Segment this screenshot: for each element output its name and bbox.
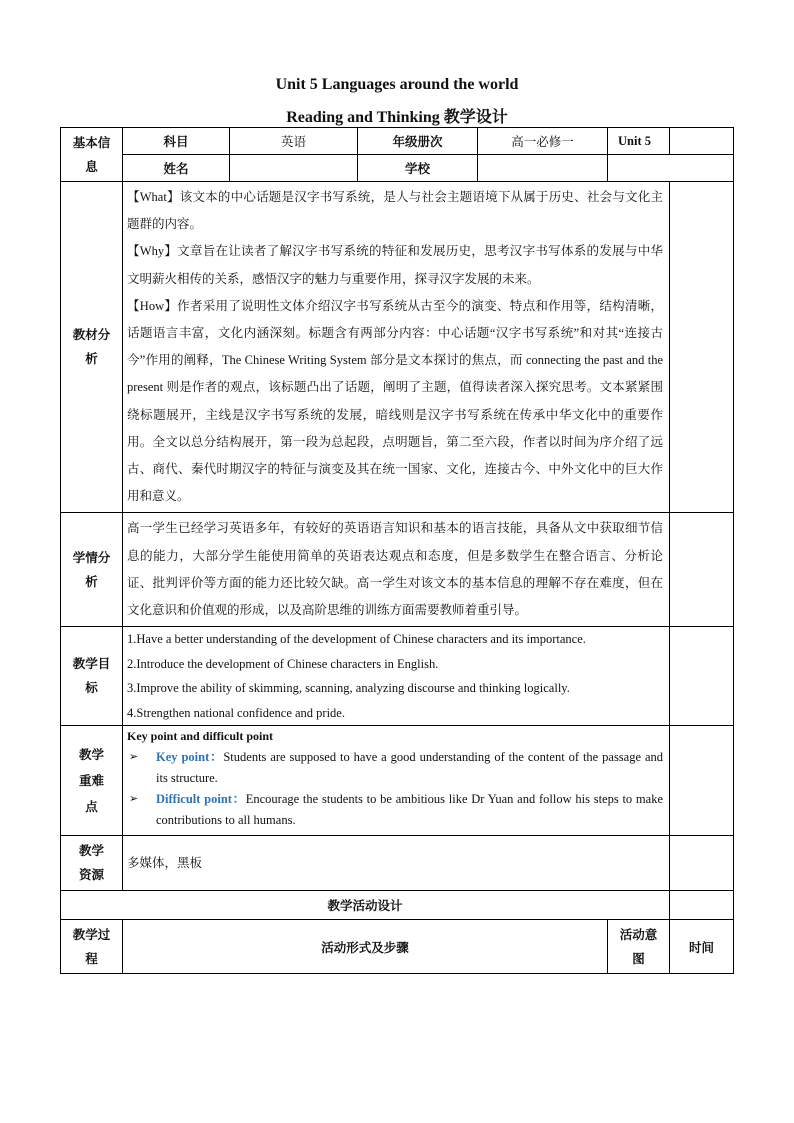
unit-value[interactable]: Unit 5 (608, 128, 670, 155)
info-empty-cell-2 (608, 155, 734, 182)
activity-section-row (61, 891, 734, 920)
material-why: 【Why】文章旨在让读者了解汉字书写系统的特征和发展历史，思考汉字书写体系的发展与中华文明薪火相传的关系，感悟汉字的魅力与重要作用，探寻汉字发展的未来。 (127, 244, 663, 286)
grade-label: 年级册次 (358, 128, 478, 155)
resources-text: 多媒体，黑板 (123, 836, 670, 891)
student-analysis-label: 学情分析 (61, 513, 123, 627)
subject-label: 科目 (123, 128, 230, 155)
lesson-plan-table (60, 127, 734, 974)
resources-row (61, 836, 734, 891)
material-side-cell (670, 182, 734, 513)
goals-side-cell (670, 627, 734, 726)
school-label: 学校 (358, 155, 478, 182)
key-points-label: 教学重难点 (61, 726, 123, 836)
col-header-intent: 活动意图 (608, 920, 670, 974)
activity-header-row (61, 920, 734, 974)
col-header-process: 教学过程 (61, 920, 123, 974)
goal-item: 3.Improve the ability of skimming, scanning, analyzing discourse and thinking logically. (127, 681, 570, 696)
material-analysis-row (61, 182, 734, 513)
grade-value[interactable]: 高一必修一 (478, 128, 608, 155)
goal-item: 1.Have a better understanding of the development of Chinese characters and its importance. (127, 632, 586, 647)
key-point-item (127, 747, 663, 789)
resources-label: 教学资源 (61, 836, 123, 891)
col-header-steps: 活动形式及步骤 (123, 920, 608, 974)
difficult-point-text: Encourage the students to be ambitious like Dr Yuan and follow his steps to make contributions to all humans. (156, 792, 663, 828)
teaching-goals-label: 教学目标 (61, 627, 123, 726)
key-point-label: Key point： (156, 750, 224, 765)
material-analysis-text (123, 182, 670, 513)
resources-side-cell (670, 836, 734, 891)
key-points-content (123, 726, 670, 836)
name-label: 姓名 (123, 155, 230, 182)
document-title: Unit 5 Languages around the world (275, 76, 519, 93)
col-header-time: 时间 (670, 920, 734, 974)
key-points-heading: Key point and difficult point (127, 729, 274, 744)
key-point-text: Students are supposed to have a good understanding of the content of the passage and its structure. (156, 750, 663, 786)
student-side-cell (670, 513, 734, 627)
difficult-point-label: Difficult point： (156, 792, 246, 807)
info-row-2 (61, 155, 734, 182)
document-subtitle: Reading and Thinking 教学设计 (286, 109, 508, 126)
arrow-bullet-icon: ➢ (129, 751, 139, 764)
goal-item: 2.Introduce the development of Chinese characters in English. (127, 656, 439, 671)
teaching-goals-list (123, 627, 670, 726)
basic-info-label: 基本信息 (61, 128, 123, 182)
goal-item: 4.Strengthen national confidence and pride. (127, 705, 345, 720)
teaching-goals-row (61, 627, 734, 726)
arrow-bullet-icon: ➢ (129, 793, 139, 806)
material-how: 【How】作者采用了说明性文体介绍汉字书写系统从古至今的演变、特点和作用等，结构清晰，话题语言丰富，文化内涵深刻。标题含有两部分内容：中心话题“汉字书写系统”和对其“连接古今”作用的阐释，The Chinese Writing System 部分是文本探讨的焦点，而 connecting the past and the present 则是作者的观点，该标题凸出了话题，阐明了主题，值得读者深入探究思考。文本紧紧围绕标题展开，主线是汉字书写系统的发展，暗线则是汉字书写系统在传承中华文化中的重要作用。全文以总分结构展开，第一段为总起段，点明题旨，第二至六段，作者以时间为序介绍了远古、商代、秦代时期汉字的特征与演变及其在统一国家、文化，连接古今、中外文化中的巨大作用和意义。 (127, 298, 663, 504)
key-points-row (61, 726, 734, 836)
difficult-point-item (127, 789, 663, 831)
material-analysis-label: 教材分析 (61, 182, 123, 513)
activity-section-title: 教学活动设计 (61, 891, 670, 920)
student-analysis-row (61, 513, 734, 627)
name-value[interactable] (230, 155, 358, 182)
material-what: 【What】该文本的中心话题是汉字书写系统，是人与社会主题语境下从属于历史、社会与文化主题群的内容。 (127, 190, 663, 232)
student-analysis-text: 高一学生已经学习英语多年，有较好的英语语言知识和基本的语言技能，具备从文中获取细节信息的能力，大部分学生能使用简单的英语表达观点和态度，但是多数学生在整合语言、分析论证、批判评价等方面的能力还比较欠缺。高一学生对该文本的基本信息的理解不存在难度，但在文化意识和价值观的形成，以及高阶思维的训练方面需要教师着重引导。 (123, 513, 670, 627)
subject-value[interactable]: 英语 (230, 128, 358, 155)
info-row-1 (61, 128, 734, 155)
activity-section-side-cell (670, 891, 734, 920)
keypoints-side-cell (670, 726, 734, 836)
info-empty-cell (670, 128, 734, 155)
school-value[interactable] (478, 155, 608, 182)
